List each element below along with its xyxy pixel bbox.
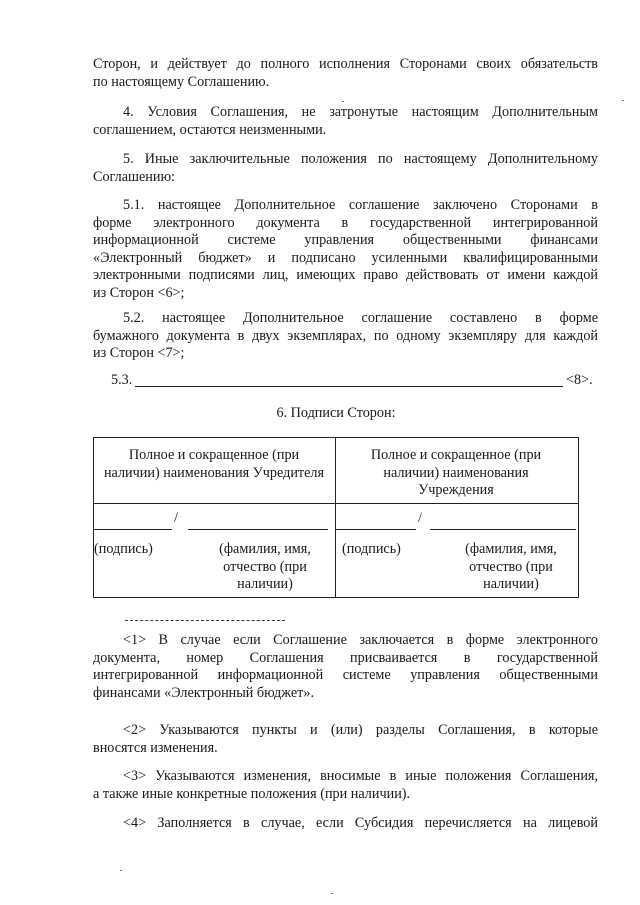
header-line: Полное и сокращенное (при (128, 447, 300, 463)
name-line (430, 529, 576, 530)
caption-line: (фамилия, имя, (465, 541, 557, 557)
blank-line (135, 386, 563, 387)
section-title: 6. Подписи Сторон: (276, 405, 396, 421)
caption-line: наличии) (237, 576, 293, 592)
footnote-4 (93, 815, 598, 833)
name-line (188, 529, 328, 530)
scan-speck (120, 870, 122, 871)
table-divider (94, 503, 578, 504)
footnote-separator (125, 620, 285, 621)
slash: / (418, 510, 422, 526)
footnote-1 (93, 632, 598, 702)
text-line: <1> В случае если Соглашение заключается в форме электронного (123, 632, 598, 648)
paragraph-4 (93, 104, 598, 139)
paragraph-continuation (93, 56, 598, 91)
text-line: 5. Иные заключительные положения по настоящему Дополнительному (123, 151, 598, 167)
header-line: Полное и сокращенное (при (370, 447, 542, 463)
signature-caption: (подпись) (342, 541, 401, 557)
text-line: электронными подписями лиц, имеющих право действовать от имени каждой (93, 267, 598, 283)
text-line: документа, номер Соглашения присваивается в государственной (93, 649, 598, 666)
text-line: «Электронный бюджет» и подписано усиленными квалифицированными (93, 249, 598, 266)
text-line: по настоящему Соглашению. (93, 73, 270, 90)
text-line: информационной системе управления общественными финансами (93, 232, 598, 248)
caption-line: отчество (при (223, 558, 307, 575)
footnote-3 (93, 768, 598, 803)
footnote-ref: <8>. (566, 372, 593, 388)
signature-line (94, 529, 172, 530)
paragraph-5-2 (93, 310, 598, 363)
paragraph-number: 5.3. (111, 372, 133, 388)
name-caption (452, 541, 570, 594)
text-line: 5.1. настоящее Дополнительное соглашение заключено Сторонами в (123, 197, 598, 213)
text-line: Сторон, и действует до полного исполнения Сторонами своих обязательств (93, 56, 598, 72)
table-divider (335, 438, 336, 597)
text-line: интегрированной информационной системе управления общественными (93, 667, 598, 683)
scan-speck (342, 101, 344, 102)
institution-header (340, 447, 572, 500)
text-line: соглашением, остаются неизменными. (93, 121, 327, 138)
footnote-2 (93, 722, 598, 757)
text-line: 4. Условия Соглашения, не затронутые настоящим Дополнительным (123, 104, 598, 120)
text-line: Соглашению: (93, 168, 175, 185)
text-line: форме электронного документа в государственной интегрированной (93, 214, 598, 231)
text-line: а также иные конкретные положения (при наличии). (93, 785, 411, 802)
text-line: 5.2. настоящее Дополнительное соглашение составлено в форме (123, 310, 598, 326)
scan-speck (331, 893, 333, 894)
signature-line (336, 529, 416, 530)
slash: / (174, 510, 178, 526)
signature-table (93, 437, 579, 598)
paragraph-5 (93, 151, 598, 186)
text-line: из Сторон <6>; (93, 284, 185, 301)
text-line: из Сторон <7>; (93, 345, 185, 361)
scan-speck (622, 100, 624, 101)
header-line: наличии) наименования Учредителя (103, 464, 325, 481)
text-line: вносятся изменения. (93, 739, 218, 756)
name-caption (206, 541, 324, 594)
text-line: бумажного документа в двух экземплярах, по одному экземпляру для каждой (93, 327, 598, 344)
signature-caption: (подпись) (94, 541, 153, 557)
text-line: <2> Указываются пункты и (или) разделы Соглашения, в которые (123, 722, 598, 738)
text-line: финансами «Электронный бюджет». (93, 684, 314, 701)
founder-header (98, 447, 330, 482)
paragraph-5-1 (93, 197, 598, 302)
caption-line: отчество (при (469, 558, 553, 575)
text-line: <3> Указываются изменения, вносимые в иные положения Соглашения, (123, 768, 598, 784)
text-line: <4> Заполняется в случае, если Субсидия перечисляется на лицевой (123, 815, 598, 831)
header-line: Учреждения (418, 482, 494, 498)
caption-line: (фамилия, имя, (219, 541, 311, 557)
header-line: наличии) наименования (383, 464, 529, 481)
caption-line: наличии) (483, 576, 539, 592)
